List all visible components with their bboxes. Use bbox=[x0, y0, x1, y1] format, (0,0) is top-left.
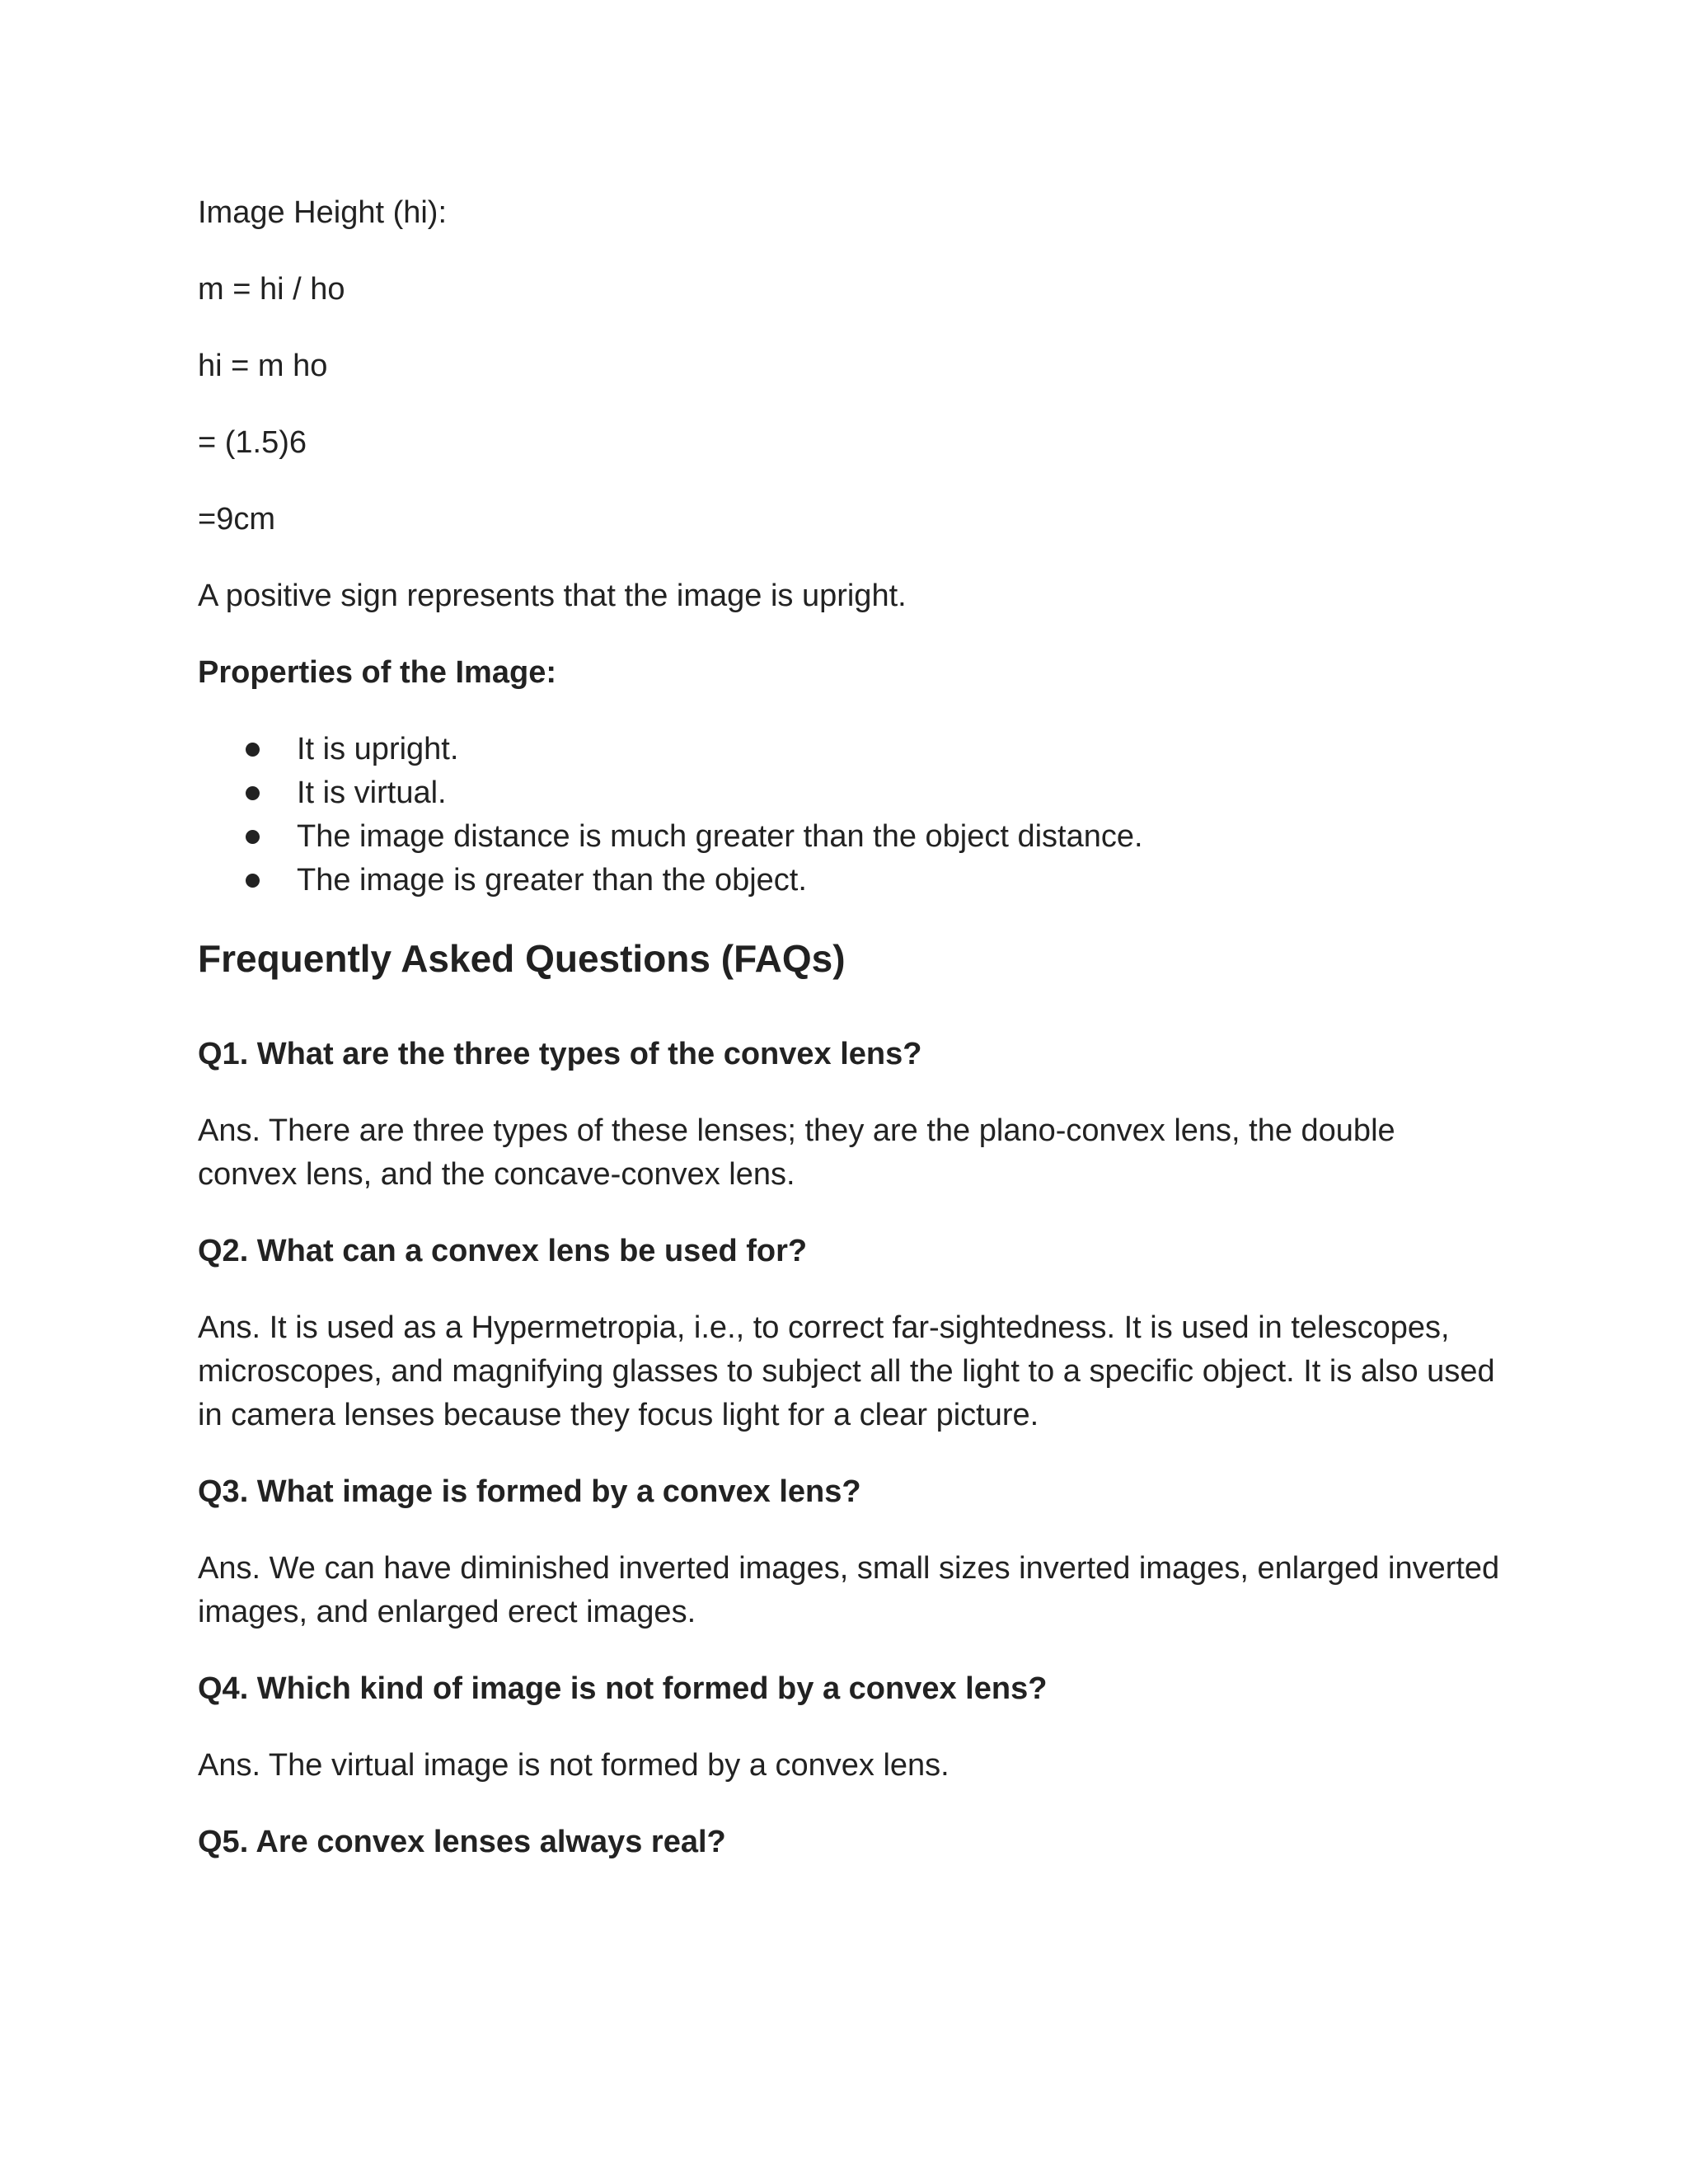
faq-answer-2: Ans. It is used as a Hypermetropia, i.e., to correct far-sightedness. It is used in telescopes, microscopes, and magnifying glasses to subject all the light to a specific object. It is also used in camera lenses because they focus light for a clear picture. bbox=[198, 1310, 1495, 1432]
faq-question-3: Q3. What image is formed by a convex lens? bbox=[198, 1474, 861, 1509]
list-item-text: It is virtual. bbox=[297, 776, 447, 810]
properties-title: Properties of the Image: bbox=[198, 655, 556, 690]
list-item bbox=[198, 771, 1500, 815]
bullet-icon bbox=[246, 874, 260, 888]
image-height-label: Image Height (hi): bbox=[198, 195, 448, 230]
list-item-text: The image distance is much greater than the object distance. bbox=[297, 819, 1143, 854]
sign-explanation: A positive sign represents that the image is upright. bbox=[198, 579, 907, 613]
list-item-text: The image is greater than the object. bbox=[297, 863, 807, 898]
bullet-icon bbox=[246, 830, 260, 844]
bullet-icon bbox=[246, 743, 260, 757]
image-height-formula: hi = m ho bbox=[198, 349, 328, 383]
faq-question-5: Q5. Are convex lenses always real? bbox=[198, 1825, 726, 1859]
list-item bbox=[198, 728, 1500, 771]
list-item bbox=[198, 859, 1500, 902]
result-line: =9cm bbox=[198, 502, 275, 537]
list-item-text: It is upright. bbox=[297, 732, 459, 766]
list-item bbox=[198, 815, 1500, 859]
faq-heading: Frequently Asked Questions (FAQs) bbox=[198, 937, 846, 980]
substitution-line: = (1.5)6 bbox=[198, 425, 307, 460]
faq-question-1: Q1. What are the three types of the convex lens? bbox=[198, 1037, 922, 1071]
faq-answer-1: Ans. There are three types of these lenses; they are the plano-convex lens, the double convex lens, and the concave-convex lens. bbox=[198, 1113, 1395, 1192]
properties-list bbox=[198, 728, 1500, 902]
bullet-icon bbox=[246, 786, 260, 800]
faq-answer-3: Ans. We can have diminished inverted images, small sizes inverted images, enlarged inverted images, and enlarged erect images. bbox=[198, 1551, 1500, 1629]
magnification-formula: m = hi / ho bbox=[198, 272, 345, 307]
faq-answer-4: Ans. The virtual image is not formed by a convex lens. bbox=[198, 1748, 950, 1783]
page-content bbox=[198, 191, 1500, 1897]
faq-question-2: Q2. What can a convex lens be used for? bbox=[198, 1234, 808, 1268]
faq-question-4: Q4. Which kind of image is not formed by a convex lens? bbox=[198, 1671, 1048, 1706]
